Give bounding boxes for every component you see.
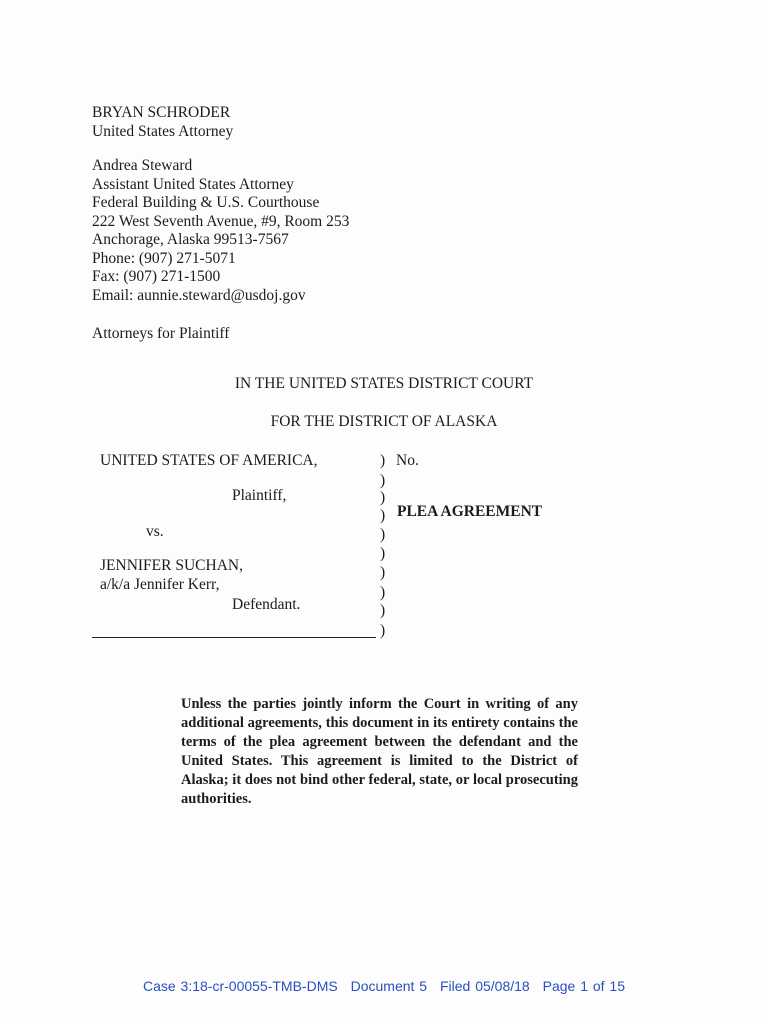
case-number-label: No.	[396, 452, 419, 469]
document-title: PLEA AGREEMENT	[397, 503, 543, 520]
assistant-attorney-block	[92, 157, 349, 305]
caption-paren: )	[380, 545, 386, 562]
attorneys-for: Attorneys for Plaintiff	[92, 325, 230, 342]
fax-number: Fax: (907) 271-1500	[92, 268, 221, 285]
caption-paren: )	[380, 564, 386, 581]
court-name: IN THE UNITED STATES DISTRICT COURT	[234, 375, 534, 392]
address-city: Anchorage, Alaska 99513-7567	[92, 231, 289, 248]
caption-paren: )	[380, 602, 386, 619]
assistant-name: Andrea Steward	[92, 157, 193, 174]
filing-footer	[0, 978, 768, 994]
assistant-title: Assistant United States Attorney	[92, 175, 294, 193]
defendant-role: Defendant.	[232, 596, 301, 613]
footer-filed-date: Filed 05/08/18	[439, 978, 530, 994]
plaintiff-role: Plaintiff,	[232, 487, 287, 504]
email-address: Email: aunnie.steward@usdoj.gov	[92, 286, 306, 304]
footer-document: Document 5	[350, 978, 428, 994]
plaintiff-name: UNITED STATES OF AMERICA,	[100, 452, 318, 469]
address-street: 222 West Seventh Avenue, #9, Room 253	[92, 212, 350, 230]
address-building: Federal Building & U.S. Courthouse	[92, 194, 320, 211]
caption-paren: )	[380, 622, 386, 639]
court-district: FOR THE DISTRICT OF ALASKA	[270, 413, 498, 430]
caption-paren: )	[380, 489, 386, 506]
versus-label: vs.	[146, 523, 164, 540]
defendant-alias: a/k/a Jennifer Kerr,	[100, 576, 220, 593]
phone-number: Phone: (907) 271-5071	[92, 249, 236, 267]
caption-underline	[92, 637, 376, 638]
us-attorney-block	[92, 104, 233, 141]
us-attorney-name: BRYAN SCHRODER	[92, 104, 231, 121]
caption-paren: )	[380, 526, 386, 543]
caption-paren: )	[380, 584, 386, 601]
footer-case-number: Case 3:18-cr-00055-TMB-DMS	[142, 978, 338, 994]
us-attorney-title: United States Attorney	[92, 122, 234, 140]
plea-notice: Unless the parties jointly inform the Court in writing of any additional agreements, this document in its entirety contains the terms of the plea agreement between the defendant and the United States. This agreement is limited to the District of Alaska; it does not bind other federal, state, or local prosecuting authorities.	[181, 696, 578, 807]
caption-paren: )	[380, 452, 386, 469]
caption-paren: )	[380, 507, 386, 524]
caption-paren: )	[380, 472, 386, 489]
footer-page-number: Page 1 of 15	[542, 978, 626, 994]
defendant-name: JENNIFER SUCHAN,	[100, 557, 243, 574]
